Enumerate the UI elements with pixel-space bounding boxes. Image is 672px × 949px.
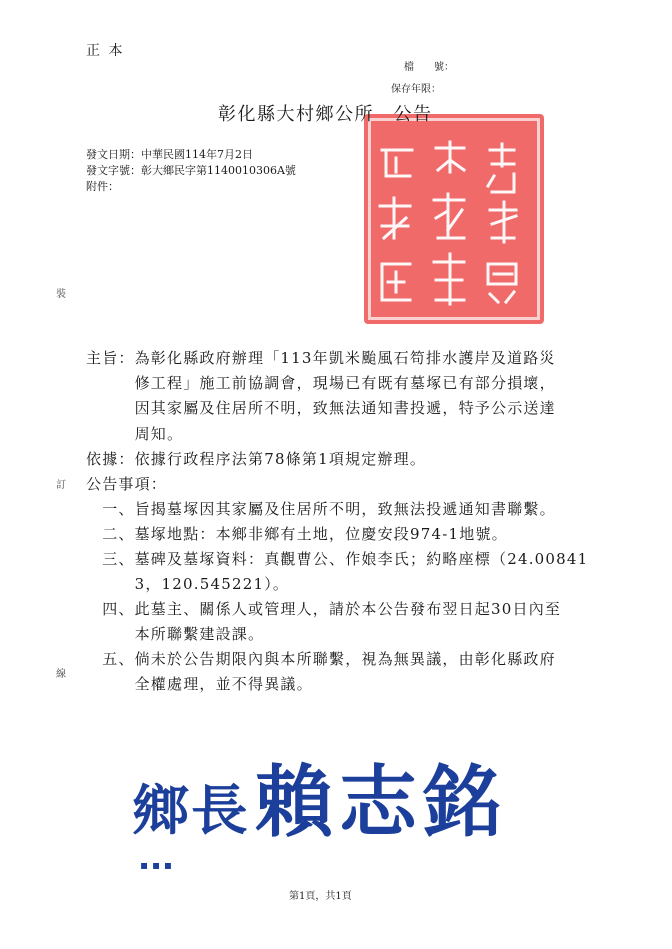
binding-mark-line: 線 xyxy=(56,669,66,680)
notice-item: 全權處理，並不得異議。 xyxy=(86,675,313,693)
subject-line: 因其家屬及住居所不明，致無法通知書投遞，特予公示送達 xyxy=(86,399,556,417)
notice-item: 五、倘未於公告期限內與本所聯繫，視為無異議，由彰化縣政府 xyxy=(86,650,556,668)
binding-mark-staple: 訂 xyxy=(56,480,66,491)
notice-item: 3，120.545221）。 xyxy=(86,575,290,593)
issue-number: 發文字號：彰大鄉民字第1140010306A號 xyxy=(86,164,296,177)
file-number-label: 檔 號： xyxy=(404,62,454,73)
issue-date: 發文日期：中華民國114年7月2日 xyxy=(86,148,253,161)
subject-line: 主旨：為彰化縣政府辦理「113年凱米颱風石笱排水護岸及道路災 xyxy=(86,349,556,367)
signature-name: 賴志銘 xyxy=(255,758,508,848)
attachment-label: 附件： xyxy=(86,180,119,193)
notice-item: 四、此墓主、關係人或管理人，請於本公告發布翌日起30日內至 xyxy=(86,600,562,618)
retention-period-label: 保存年限： xyxy=(391,84,441,95)
signature-stamp xyxy=(132,740,508,852)
notice-item: 本所聯繫建設課。 xyxy=(86,625,265,643)
notice-item: 一、旨揭墓塚因其家屬及住居所不明，致無法投遞通知書聯繫。 xyxy=(86,500,556,518)
page-number: 第1頁，共1頁 xyxy=(289,891,352,902)
official-seal xyxy=(364,114,544,324)
basis-line: 依據：依據行政程序法第78條第1項規定辦理。 xyxy=(86,450,427,468)
copy-mark: 正 本 xyxy=(86,43,125,59)
notice-body xyxy=(86,346,626,706)
signature-title: 鄉長 xyxy=(132,779,250,842)
page-title: 彰化縣大村鄉公所 公告 xyxy=(218,104,433,125)
binding-mark-bind: 裝 xyxy=(56,289,66,300)
seal-glyphs-icon xyxy=(364,114,544,324)
subject-line: 修工程」施工前協調會，現場已有既有墓塚已有部分損壞， xyxy=(86,374,556,392)
subject-line: 周知。 xyxy=(86,425,184,443)
items-heading: 公告事項： xyxy=(86,475,168,493)
stamp-dots: ▪ ▪ ▪ xyxy=(140,858,173,872)
notice-item: 二、墓塚地點：本鄉非鄉有土地，位慶安段974-1地號。 xyxy=(86,525,508,543)
notice-item: 三、墓碑及墓塚資料：真觀曹公、作娘李氏；約略座標（24.00841 xyxy=(86,550,589,568)
